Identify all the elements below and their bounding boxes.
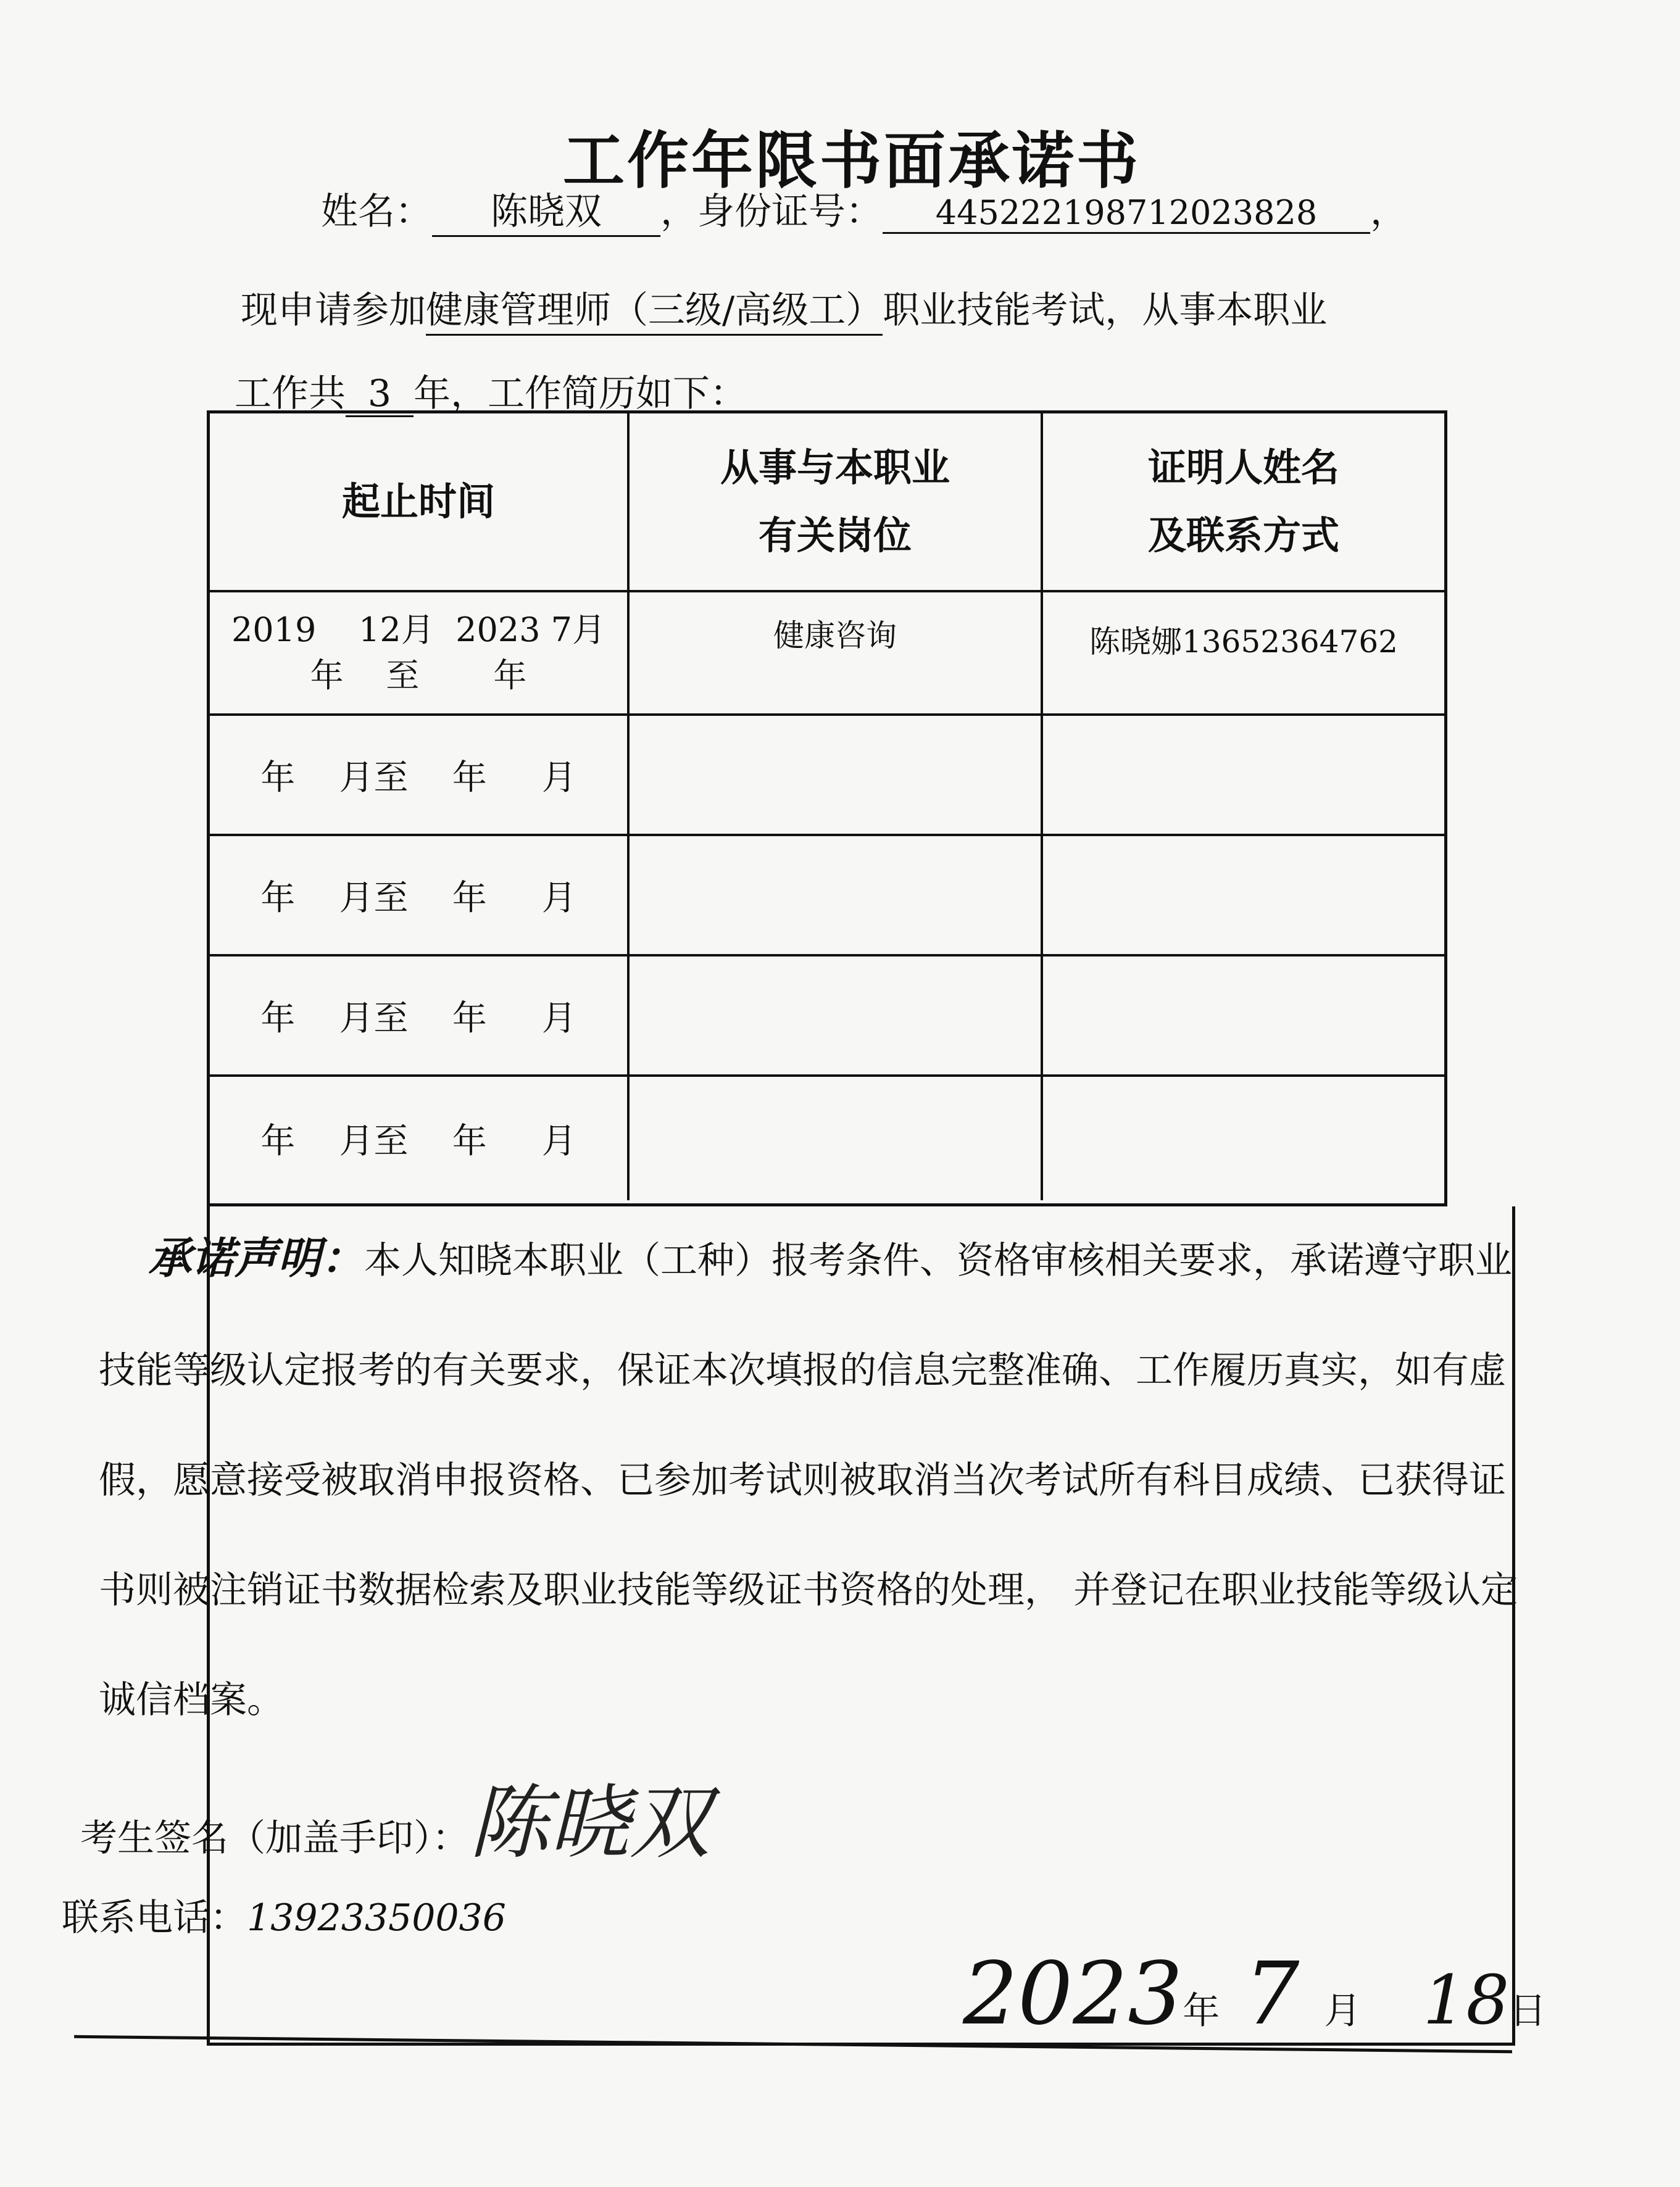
years-suffix: 年，工作简历如下： [414, 372, 747, 415]
date-day-unit: 日 [1509, 1990, 1547, 2033]
signature-label: 考生签名（加盖手印）： [80, 1817, 469, 1860]
witness-cell: 陈晓娜13652364762 [1089, 624, 1398, 660]
date-year-unit: 年 [1183, 1990, 1220, 2033]
declaration-paragraph [99, 1203, 1518, 1755]
period-cell [210, 592, 630, 713]
witness-cell [1043, 957, 1444, 1074]
period-cell: 年 月至 年 月 [210, 957, 630, 1074]
date-month-unit: 月 [1324, 1990, 1362, 2033]
phone-value: 13923350036 [247, 1896, 506, 1940]
phone-line [62, 1888, 506, 1941]
position-cell [630, 836, 1043, 954]
date-month: 7 [1244, 1944, 1300, 2044]
position-cell [630, 957, 1043, 1074]
date-day: 18 [1423, 1961, 1510, 2040]
work-history-table [207, 410, 1447, 1206]
date-line [963, 1944, 1546, 2044]
phone-label: 联系电话： [62, 1896, 247, 1940]
name-value: 陈晓双 [432, 182, 660, 237]
table-row [210, 836, 1444, 957]
apply-line [241, 281, 1327, 336]
witness-cell [1043, 1077, 1444, 1200]
period-cell: 年 月至 年 月 [210, 1077, 630, 1200]
table-header-row [210, 413, 1444, 592]
header-position: 从事与本职业 有关岗位 [630, 413, 1043, 590]
apply-suffix: 职业技能考试，从事本职业 [883, 289, 1328, 332]
date-year: 2023 [963, 1944, 1183, 2044]
position-cell [630, 1077, 1043, 1200]
position-cell [630, 716, 1043, 834]
signature-value: 陈晓双 [469, 1776, 710, 1870]
name-id-line [321, 182, 1407, 237]
position-cell: 健康咨询 [630, 592, 1043, 713]
years-prefix: 工作共 [235, 372, 346, 415]
document-title: 工作年限书面承诺书 [563, 125, 1141, 197]
period-line2: 年 至 年 [310, 656, 527, 695]
apply-prefix: 现申请参加 [241, 289, 426, 332]
years-line [235, 364, 747, 417]
declaration-label: 承诺声明： [148, 1233, 364, 1284]
table-row [210, 716, 1444, 836]
period-cell: 年 月至 年 月 [210, 836, 630, 954]
name-label: 姓名： [321, 190, 432, 233]
witness-cell [1043, 836, 1444, 954]
period-line1: 2019 12月 2023 7月 [231, 610, 606, 649]
years-value: 3 [346, 372, 414, 417]
apply-job: 健康管理师（三级/高级工） [426, 281, 883, 336]
table-row [210, 957, 1444, 1077]
header-witness: 证明人姓名 及联系方式 [1147, 445, 1339, 558]
header-period: 起止时间 [210, 413, 630, 590]
table-row [210, 592, 1444, 716]
id-value: 445222198712023828 [883, 193, 1370, 234]
id-label: ，身份证号： [660, 190, 883, 233]
id-trailing: ， [1370, 190, 1407, 233]
witness-cell [1043, 716, 1444, 834]
signature-line [80, 1759, 710, 1874]
period-cell: 年 月至 年 月 [210, 716, 630, 834]
declaration-text: 本人知晓本职业（工种）报考条件、资格审核相关要求，承诺遵守职业技能等级认定报考的有关要求，保证本次填报的信息完整准确、工作履历真实，如有虚假，愿意接受被取消申报资格、已参加考试则被取消当次考试所有科目成绩、已获得证书则被注销证书数据检索及职业技能等级证书资格的处理， 并登记在职业技能等级认定诚信档案。 [99, 1239, 1518, 1722]
table-row [210, 1077, 1444, 1200]
